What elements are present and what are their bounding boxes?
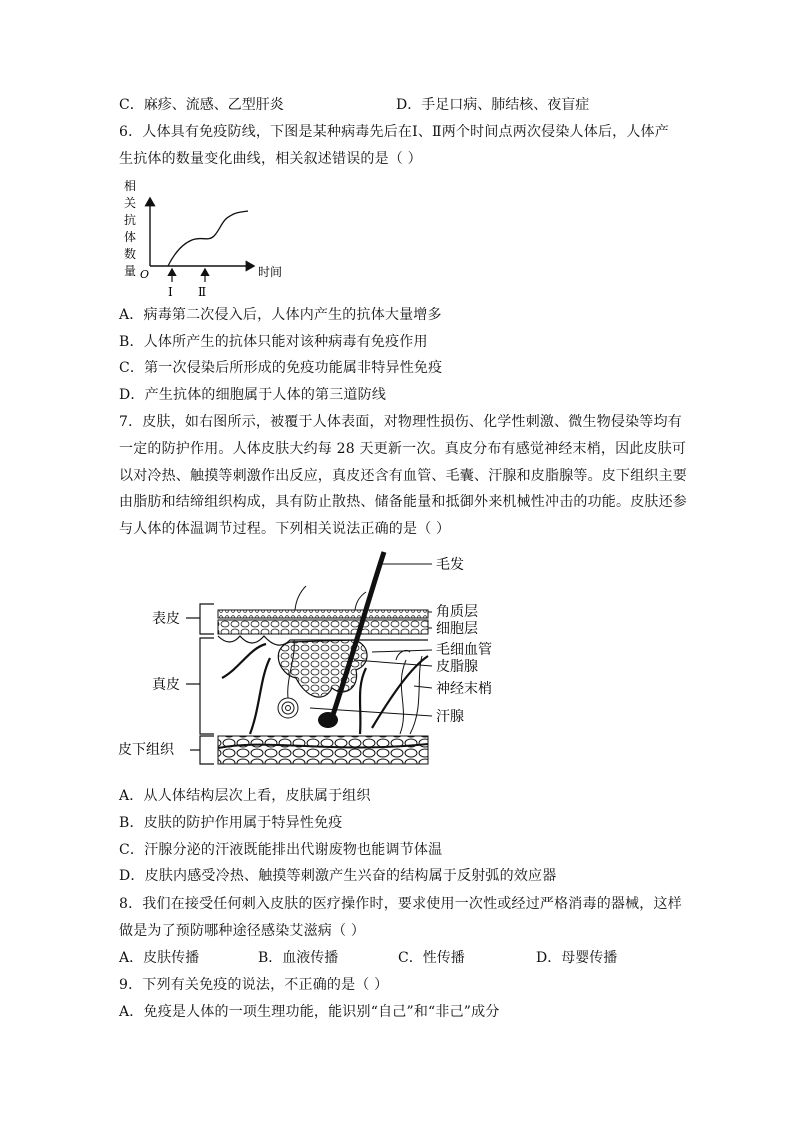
y-label-char: 量 xyxy=(124,264,137,278)
q7-stem-line-3: 以对冷热、触摸等刺激作出反应，真皮还含有血管、毛囊、汗腺和皮脂腺等。皮下组织主要 xyxy=(119,468,687,484)
label-stratum-corneum: 角质层 xyxy=(436,604,478,620)
q8-stem-line-1: 8．我们在接受任何刺入皮肤的医疗操作时，要求使用一次性或经过严格消毒的器械，这样 xyxy=(119,896,682,912)
q8-option-a: A．皮肤传播 xyxy=(119,950,200,966)
q7-option-c: C．汗腺分泌的汗液既能排出代谢废物也能调节体温 xyxy=(119,842,443,858)
q5-option-c: C．麻疹、流感、乙型肝炎 xyxy=(119,97,284,113)
stratum-corneum-layer xyxy=(218,610,428,618)
q9-stem: 9．下列有关免疫的说法，不正确的是（ ） xyxy=(119,977,389,993)
y-label-char: 相 xyxy=(124,179,137,193)
origin-label: O xyxy=(140,268,150,281)
label-cell-layer: 细胞层 xyxy=(436,621,478,637)
antibody-curve-graph xyxy=(118,176,290,300)
x-axis-label: 时间 xyxy=(258,265,283,279)
q7-option-a: A．从人体结构层次上看，皮肤属于组织 xyxy=(119,788,371,804)
label-capillary: 毛细血管 xyxy=(436,642,492,658)
layer-brackets xyxy=(186,604,214,764)
q5-option-d: D．手足口病、肺结核、夜盲症 xyxy=(396,97,590,113)
label-dermis: 真皮 xyxy=(152,677,180,693)
q8-option-c: C．性传播 xyxy=(398,950,465,966)
q7-stem-line-4: 由脂肪和结缔组织构成，具有防止散热、储备能量和抵御外来机械性冲击的功能。皮肤还参 xyxy=(119,494,687,510)
y-label-char: 体 xyxy=(124,230,137,244)
q8-option-b: B．血液传播 xyxy=(258,950,339,966)
time-point-2-label: Ⅱ xyxy=(198,285,207,299)
time-point-1-label: Ⅰ xyxy=(168,285,173,299)
fat-layer xyxy=(218,736,428,764)
antibody-curve xyxy=(168,211,248,266)
y-axis-label xyxy=(124,178,136,278)
y-label-char: 关 xyxy=(124,196,137,210)
q6-stem-line-2: 生抗体的数量变化曲线，相关叙述错误的是（ ） xyxy=(119,151,422,167)
y-label-char: 抗 xyxy=(124,213,137,227)
hair-shaft xyxy=(332,552,384,718)
q6-option-b: B．人体所产生的抗体只能对该种病毒有免疫作用 xyxy=(119,334,428,350)
q7-stem-line-2: 一定的防护作用。人体皮肤大约每 28 天更新一次。真皮分布有感觉神经末梢，因此皮肤可 xyxy=(119,441,687,457)
q6-stem-line-1: 6．人体具有免疫防线，下图是某种病毒先后在Ⅰ、Ⅱ两个时间点两次侵染人体后，人体产 xyxy=(119,124,669,140)
q7-option-b: B．皮肤的防护作用属于特异性免疫 xyxy=(119,815,343,831)
q7-stem-line-5: 与人体的体温调节过程。下列相关说法正确的是（ ） xyxy=(119,521,451,537)
label-sebaceous-gland: 皮脂腺 xyxy=(436,659,478,675)
label-subcutis: 皮下组织 xyxy=(118,742,174,758)
label-hair: 毛发 xyxy=(436,557,464,573)
q6-option-d: D．产生抗体的细胞属于人体的第三道防线 xyxy=(119,387,387,403)
q8-option-d: D．母婴传播 xyxy=(536,950,618,966)
q6-option-c: C．第一次侵染后所形成的免疫功能属非特异性免疫 xyxy=(119,360,443,376)
cell-layer xyxy=(218,620,428,634)
q7-stem-line-1: 7．皮肤，如右图所示，被覆于人体表面，对物理性损伤、化学性刺激、微生物侵染等均有 xyxy=(119,414,682,430)
q9-option-a: A．免疫是人体的一项生理功能，能识别“自己”和“非己”成分 xyxy=(119,1004,500,1020)
q7-option-d: D．皮肤内感受冷热、触摸等刺激产生兴奋的结构属于反射弧的效应器 xyxy=(119,868,557,884)
hair-bulb xyxy=(318,712,338,728)
q8-stem-line-2: 做是为了预防哪种途径感染艾滋病（ ） xyxy=(119,923,366,939)
label-epidermis: 表皮 xyxy=(152,611,180,627)
label-nerve-ending: 神经末梢 xyxy=(436,681,492,697)
q6-option-a: A．病毒第二次侵入后，人体内产生的抗体大量增多 xyxy=(119,307,442,323)
y-label-char: 数 xyxy=(124,247,137,261)
label-sweat-gland: 汗腺 xyxy=(436,709,464,725)
skin-structure-diagram xyxy=(110,548,510,774)
